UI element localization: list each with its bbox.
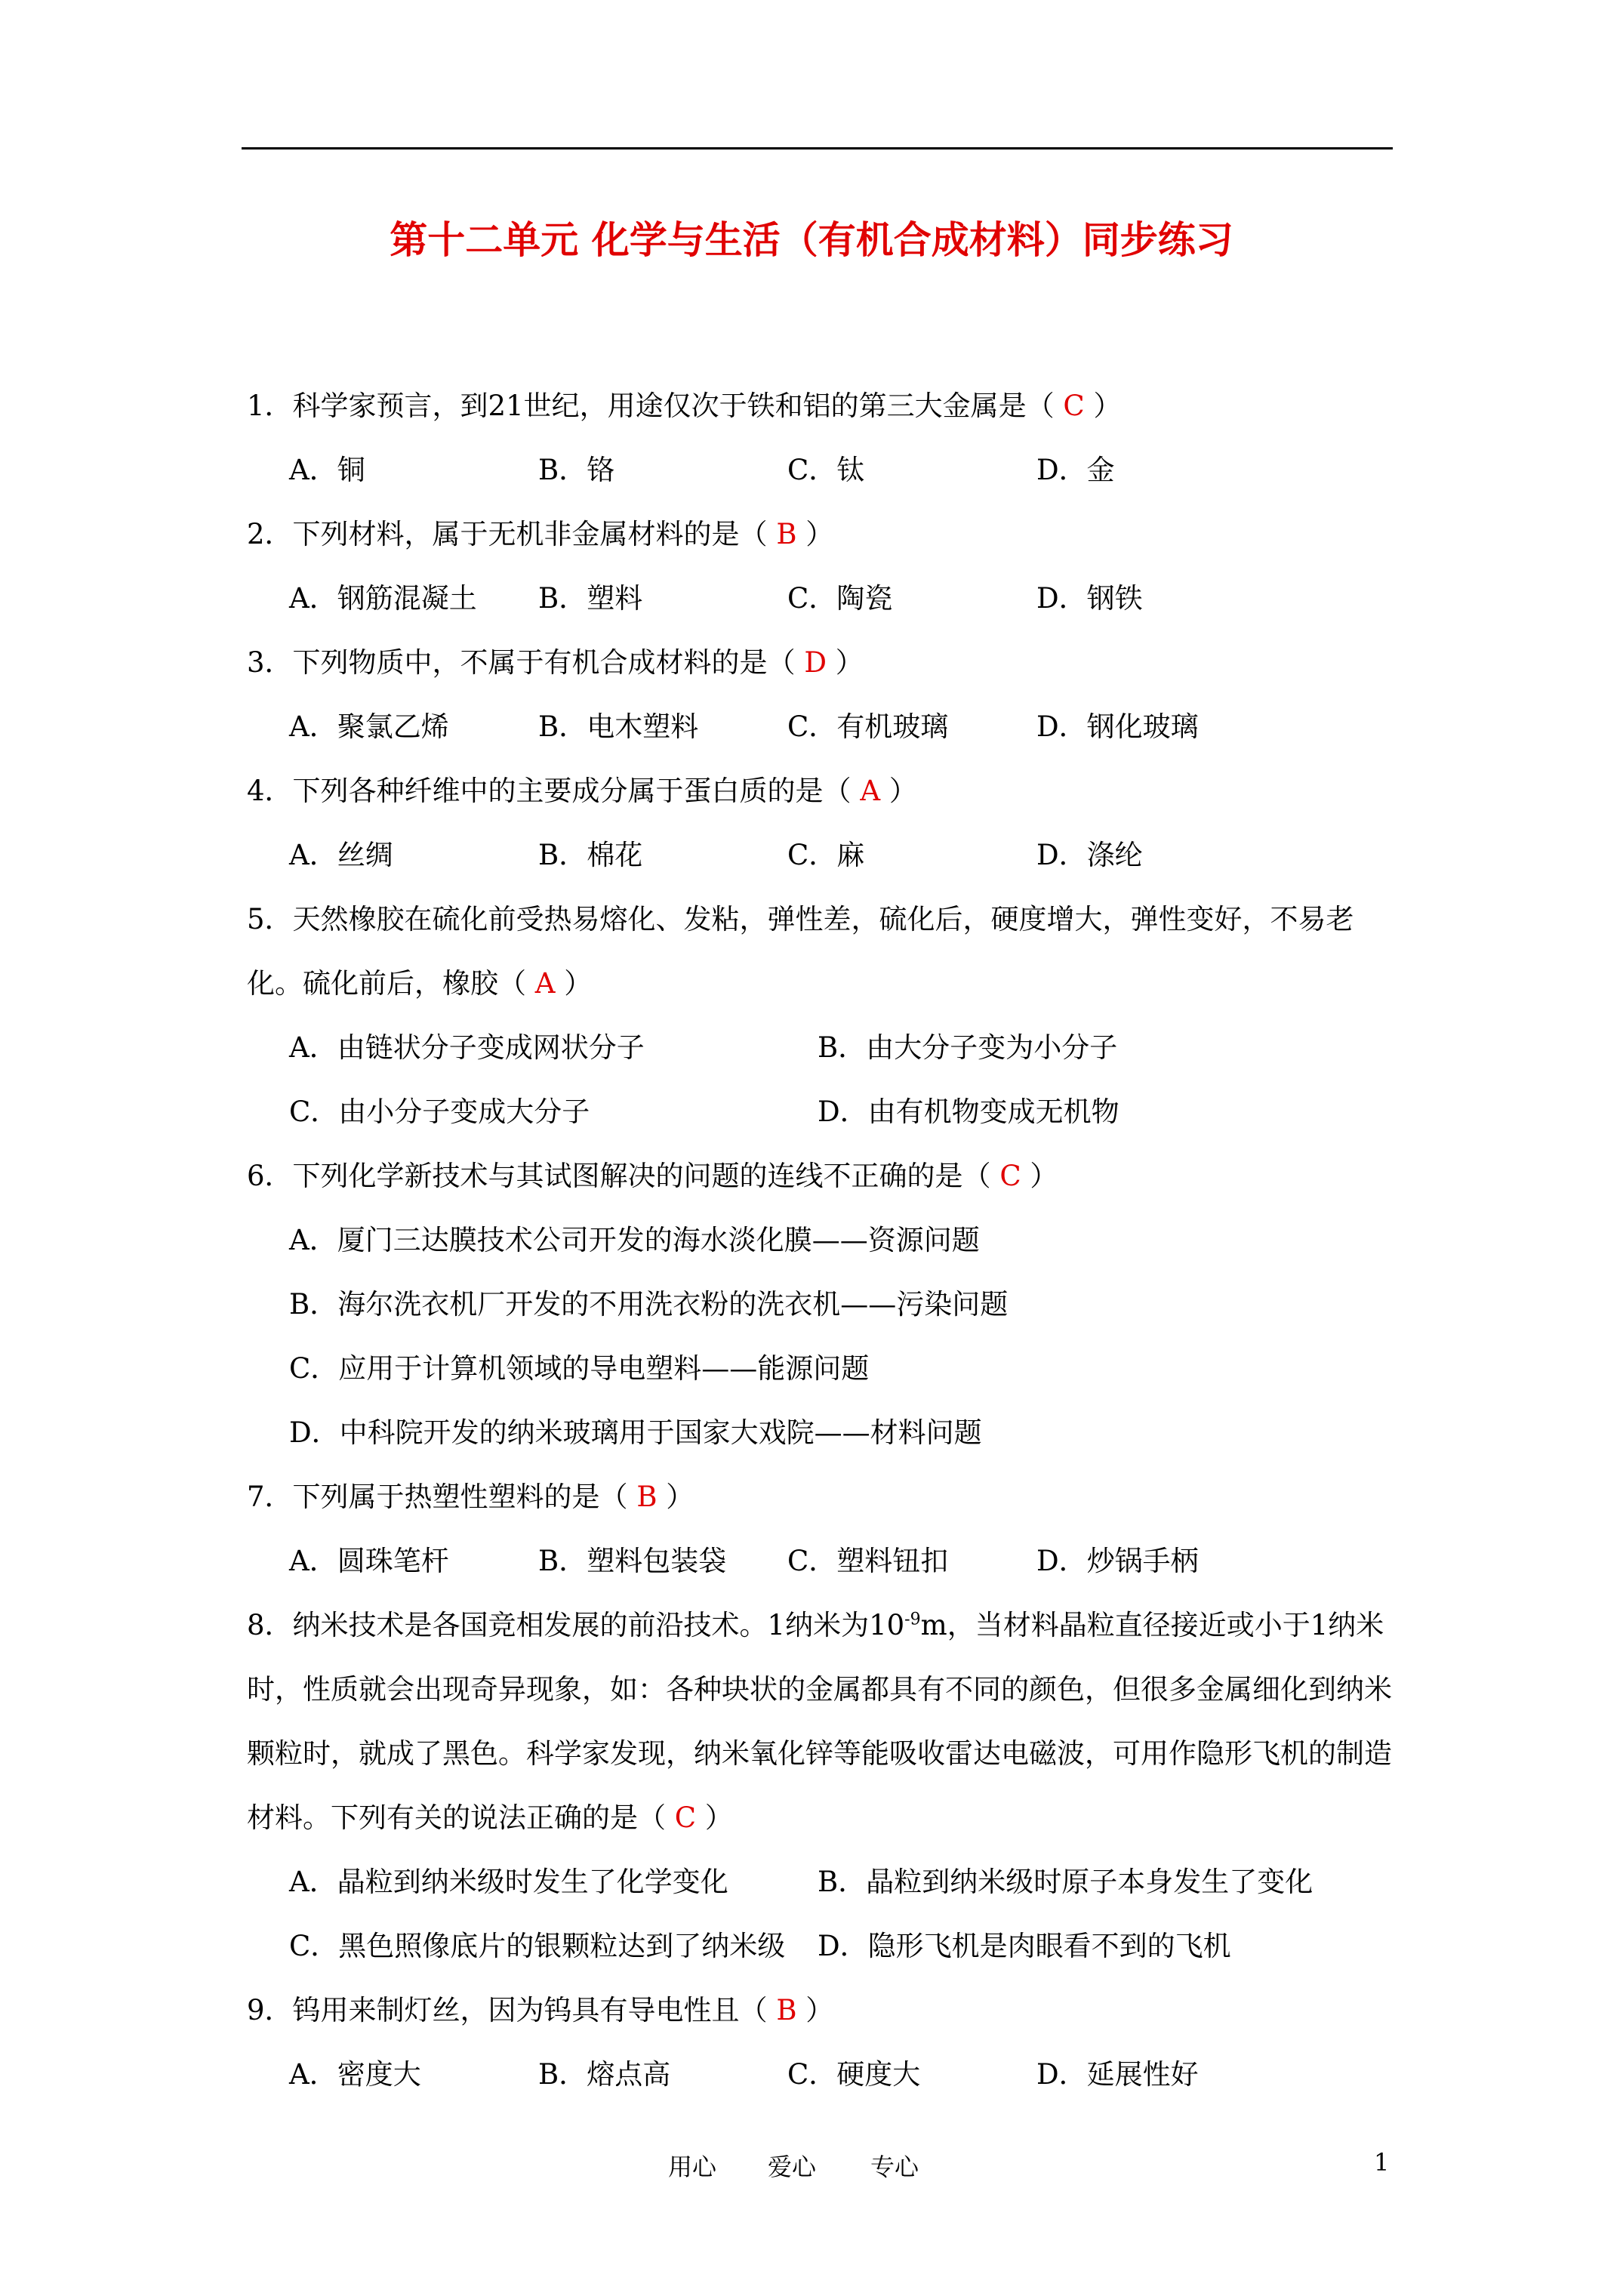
page-footer (0, 2148, 1623, 2186)
option: B．电木塑料 (538, 710, 699, 743)
option: D．钢铁 (1036, 582, 1143, 615)
options-5b (247, 1080, 1394, 1144)
option: C．麻 (787, 839, 865, 871)
option: C．黑色照像底片的银颗粒达到了纳米级 (289, 1930, 786, 1962)
answer-6: C (999, 1160, 1021, 1192)
footer-text-left: 用心 (668, 2153, 717, 2181)
answer-2: B (776, 518, 797, 550)
option: C．陶瓷 (787, 582, 893, 615)
answer-1: C (1063, 390, 1085, 422)
options-8a (247, 1850, 1394, 1914)
answer-5: A (534, 967, 556, 1000)
option: A．由链状分子变成网状分子 (289, 1031, 645, 1064)
option: A．圆珠笔杆 (289, 1545, 449, 1577)
question-8: 8．纳米技术是各国竞相发展的前沿技术。1纳米为$10^{-9}m$，当材料晶粒直径接近或小于1纳米时，性质就会出现奇异现象，如：各种块状的金属都具有不同的颜色，但很多金属细化到纳米颗粒时，就成了黑色。科学家发现，纳米氧化锌等能吸收雷达电磁波，可用作隐形飞机的制造材料。下列有关的说法正确的是（ C ） (247, 1609, 1392, 1834)
page-title: 第十二单元 化学与生活（有机合成材料）同步练习 (390, 217, 1233, 262)
options-2 (247, 566, 1394, 630)
question-list (247, 374, 1394, 2106)
option: B．海尔洗衣机厂开发的不用洗衣粉的洗衣机——污染问题 (289, 1288, 1009, 1321)
option: D．中科院开发的纳米玻璃用于国家大戏院——材料问题 (289, 1416, 982, 1449)
option: A．铜 (289, 454, 365, 486)
option: D．钢化玻璃 (1036, 710, 1199, 743)
option: C．由小分子变成大分子 (289, 1096, 590, 1128)
option: D．由有机物变成无机物 (818, 1096, 1119, 1128)
question-6: 6．下列化学新技术与其试图解决的问题的连线不正确的是（ C ） (247, 1160, 1058, 1192)
option: C．有机玻璃 (787, 710, 949, 743)
option: A．聚氯乙烯 (289, 710, 449, 743)
question-1: 1．科学家预言，到21世纪，用途仅次于铁和铝的第三大金属是（ C ） (247, 390, 1122, 422)
option: B．由大分子变为小分子 (818, 1031, 1118, 1064)
option: D．炒锅手柄 (1036, 1545, 1199, 1577)
options-6d (247, 1401, 1394, 1465)
option: A．厦门三达膜技术公司开发的海水淡化膜——资源问题 (289, 1224, 980, 1256)
option: D．延展性好 (1036, 2058, 1199, 2091)
question-7: 7．下列属于热塑性塑料的是（ B ） (247, 1481, 694, 1513)
option: A．丝绸 (289, 839, 393, 871)
answer-4: A (860, 775, 881, 807)
option: B．塑料 (538, 582, 643, 615)
option: C．应用于计算机领域的导电塑料——能源问题 (289, 1352, 870, 1385)
page-number: 1 (1374, 2148, 1390, 2177)
options-5a (247, 1015, 1394, 1080)
option: B．棉花 (538, 839, 643, 871)
header-rule (242, 147, 1393, 149)
option: B．晶粒到纳米级时原子本身发生了变化 (818, 1866, 1313, 1898)
options-3 (247, 695, 1394, 759)
question-2: 2．下列材料，属于无机非金属材料的是（ B ） (247, 518, 834, 550)
answer-9: B (776, 1994, 797, 2026)
options-1 (247, 438, 1394, 502)
question-5: 5．天然橡胶在硫化前受热易熔化、发粘，弹性差，硫化后，硬度增大，弹性变好，不易老化。硫化前后，橡胶（ A ） (247, 903, 1354, 1000)
options-6a (247, 1208, 1394, 1272)
answer-8: C (674, 1801, 697, 1834)
option: B．铬 (538, 454, 615, 486)
option: D．隐形飞机是肉眼看不到的飞机 (818, 1930, 1231, 1962)
option: B．熔点高 (538, 2058, 671, 2091)
option: C．钛 (787, 454, 865, 486)
option: A．钢筋混凝土 (289, 582, 477, 615)
options-6b (247, 1272, 1394, 1336)
footer-text-right: 专心 (870, 2153, 919, 2181)
footer-text-mid: 爱心 (768, 2153, 817, 2181)
question-3: 3．下列物质中，不属于有机合成材料的是（ D ） (247, 646, 864, 679)
option: C．塑料钮扣 (787, 1545, 949, 1577)
option: A．密度大 (289, 2058, 421, 2091)
options-6c (247, 1336, 1394, 1401)
option: B．塑料包装袋 (538, 1545, 727, 1577)
question-4: 4．下列各种纤维中的主要成分属于蛋白质的是（ A ） (247, 775, 917, 807)
answer-7: B (636, 1481, 658, 1513)
option: D．涤纶 (1036, 839, 1143, 871)
question-9: 9．钨用来制灯丝，因为钨具有导电性且（ B ） (247, 1994, 834, 2026)
options-9 (247, 2042, 1394, 2106)
option: D．金 (1036, 454, 1115, 486)
options-4 (247, 823, 1394, 887)
option: C．硬度大 (787, 2058, 921, 2091)
answer-3: D (804, 646, 827, 679)
option: A．晶粒到纳米级时发生了化学变化 (289, 1866, 728, 1898)
options-8b (247, 1914, 1394, 1978)
options-7 (247, 1529, 1394, 1593)
